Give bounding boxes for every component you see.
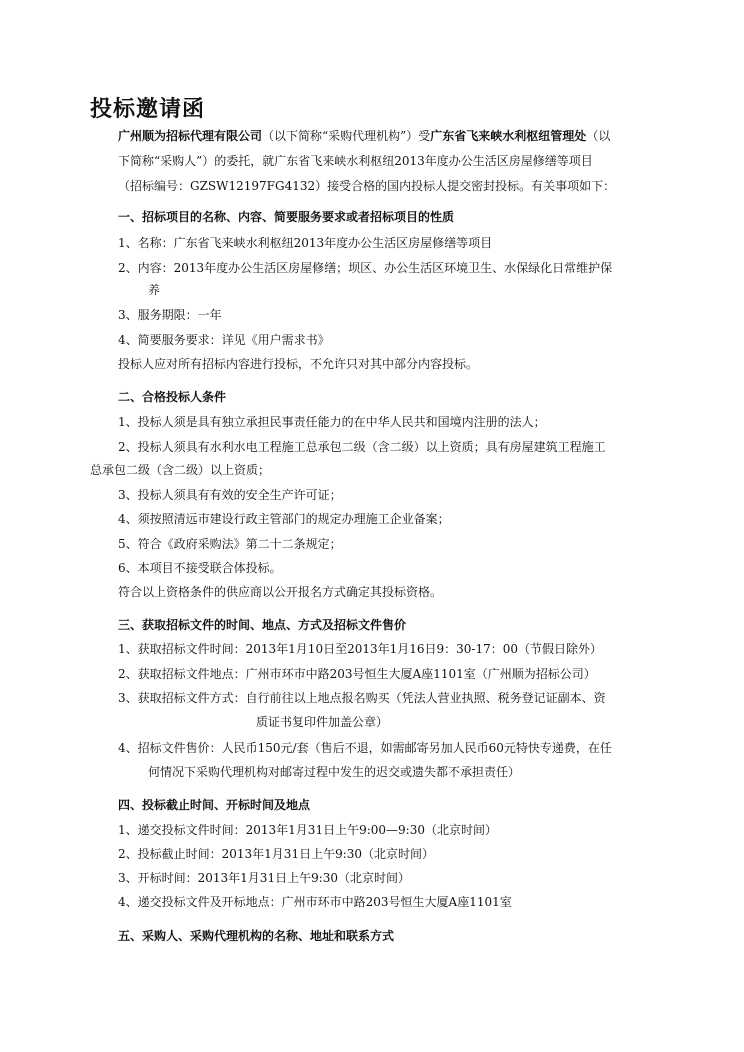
s4-item-1: 1、递交投标文件时间：2013年1月31日上午9:00—9:30（北京时间） — [118, 823, 497, 837]
s2-item-3: 3、投标人须具有有效的安全生产许可证； — [118, 488, 342, 502]
s3-item-4-cont: 何情况下采购代理机构对邮寄过程中发生的迟交或遗失都不承担责任） — [148, 765, 521, 779]
agency-name: 广州顺为招标代理有限公司 — [118, 129, 263, 143]
s2-item-4: 4、须按照清远市建设行政主管部门的规定办理施工企业备案； — [118, 512, 450, 526]
purchaser-name: 广东省飞来峡水利枢纽管理处 — [430, 129, 587, 143]
section-5-heading: 五、采购人、采购代理机构的名称、地址和联系方式 — [118, 929, 395, 943]
section-2-heading: 二、合格投标人条件 — [118, 390, 227, 404]
s1-note: 投标人应对所有招标内容进行投标，不允许只对其中部分内容投标。 — [118, 357, 479, 371]
s3-item-3-cont: 质证书复印件加盖公章） — [256, 715, 389, 729]
s1-item-1: 1、名称：广东省飞来峡水利枢纽2013年度办公生活区房屋修缮等项目 — [118, 236, 493, 250]
s2-item-5: 5、符合《政府采购法》第二十二条规定； — [118, 537, 342, 551]
s2-item-2: 2、投标人须具有水利水电工程施工总承包二级（含二级）以上资质；具有房屋建筑工程施工 — [118, 440, 606, 454]
s4-item-2: 2、投标截止时间：2013年1月31日上午9:30（北京时间） — [118, 847, 435, 861]
s2-item-1: 1、投标人须是具有独立承担民事责任能力的在中华人民共和国境内注册的法人； — [118, 415, 546, 429]
s3-item-3: 3、获取招标文件方式：自行前往以上地点报名购买（凭法人营业执照、税务登记证副本、资 — [118, 691, 606, 705]
intro-line-2: 下简称“采购人”）的委托，就广东省飞来峡水利枢纽2013年度办公生活区房屋修缮等项目 — [118, 154, 593, 168]
s2-note: 符合以上资格条件的供应商以公开报名方式确定其投标资格。 — [118, 585, 443, 599]
s2-item-2-cont: 总承包二级（含二级）以上资质； — [90, 463, 271, 477]
section-3-heading: 三、获取招标文件的时间、地点、方式及招标文件售价 — [118, 618, 407, 632]
s4-item-4: 4、递交投标文件及开标地点：广州市环市中路203号恒生大厦A座1101室 — [118, 895, 512, 909]
intro-line-3: （招标编号：GZSW12197FG4132）接受合格的国内投标人提交密封投标。有关事项如下： — [118, 179, 616, 193]
page-title: 投标邀请函 — [90, 97, 206, 122]
section-1-heading: 一、招标项目的名称、内容、简要服务要求或者招标项目的性质 — [118, 210, 455, 224]
s4-item-3: 3、开标时间：2013年1月31日上午9:30（北京时间） — [118, 871, 411, 885]
s1-item-2-cont: 养 — [148, 283, 161, 297]
s3-item-1: 1、获取招标文件时间：2013年1月10日至2013年1月16日9：30-17：00（节假日除外） — [118, 642, 603, 656]
s1-item-3: 3、服务期限：一年 — [118, 308, 222, 322]
s1-item-4: 4、简要服务要求：详见《用户需求书》 — [118, 333, 330, 347]
s3-item-4: 4、招标文件售价：人民币150元/套（售后不退，如需邮寄另加人民币60元特快专递费，在任 — [118, 741, 612, 755]
s3-item-2: 2、获取招标文件地点：广州市环市中路203号恒生大厦A座1101室（广州顺为招标公司） — [118, 667, 596, 681]
s2-item-6: 6、本项目不接受联合体投标。 — [118, 561, 282, 575]
intro-line-1: 广州顺为招标代理有限公司（以下简称“采购代理机构”）受广东省飞来峡水利枢纽管理处（以 — [118, 129, 611, 143]
s1-item-2: 2、内容：2013年度办公生活区房屋修缮；坝区、办公生活区环境卫生、水保绿化日常维护保 — [118, 261, 613, 275]
section-4-heading: 四、投标截止时间、开标时间及地点 — [118, 798, 311, 812]
